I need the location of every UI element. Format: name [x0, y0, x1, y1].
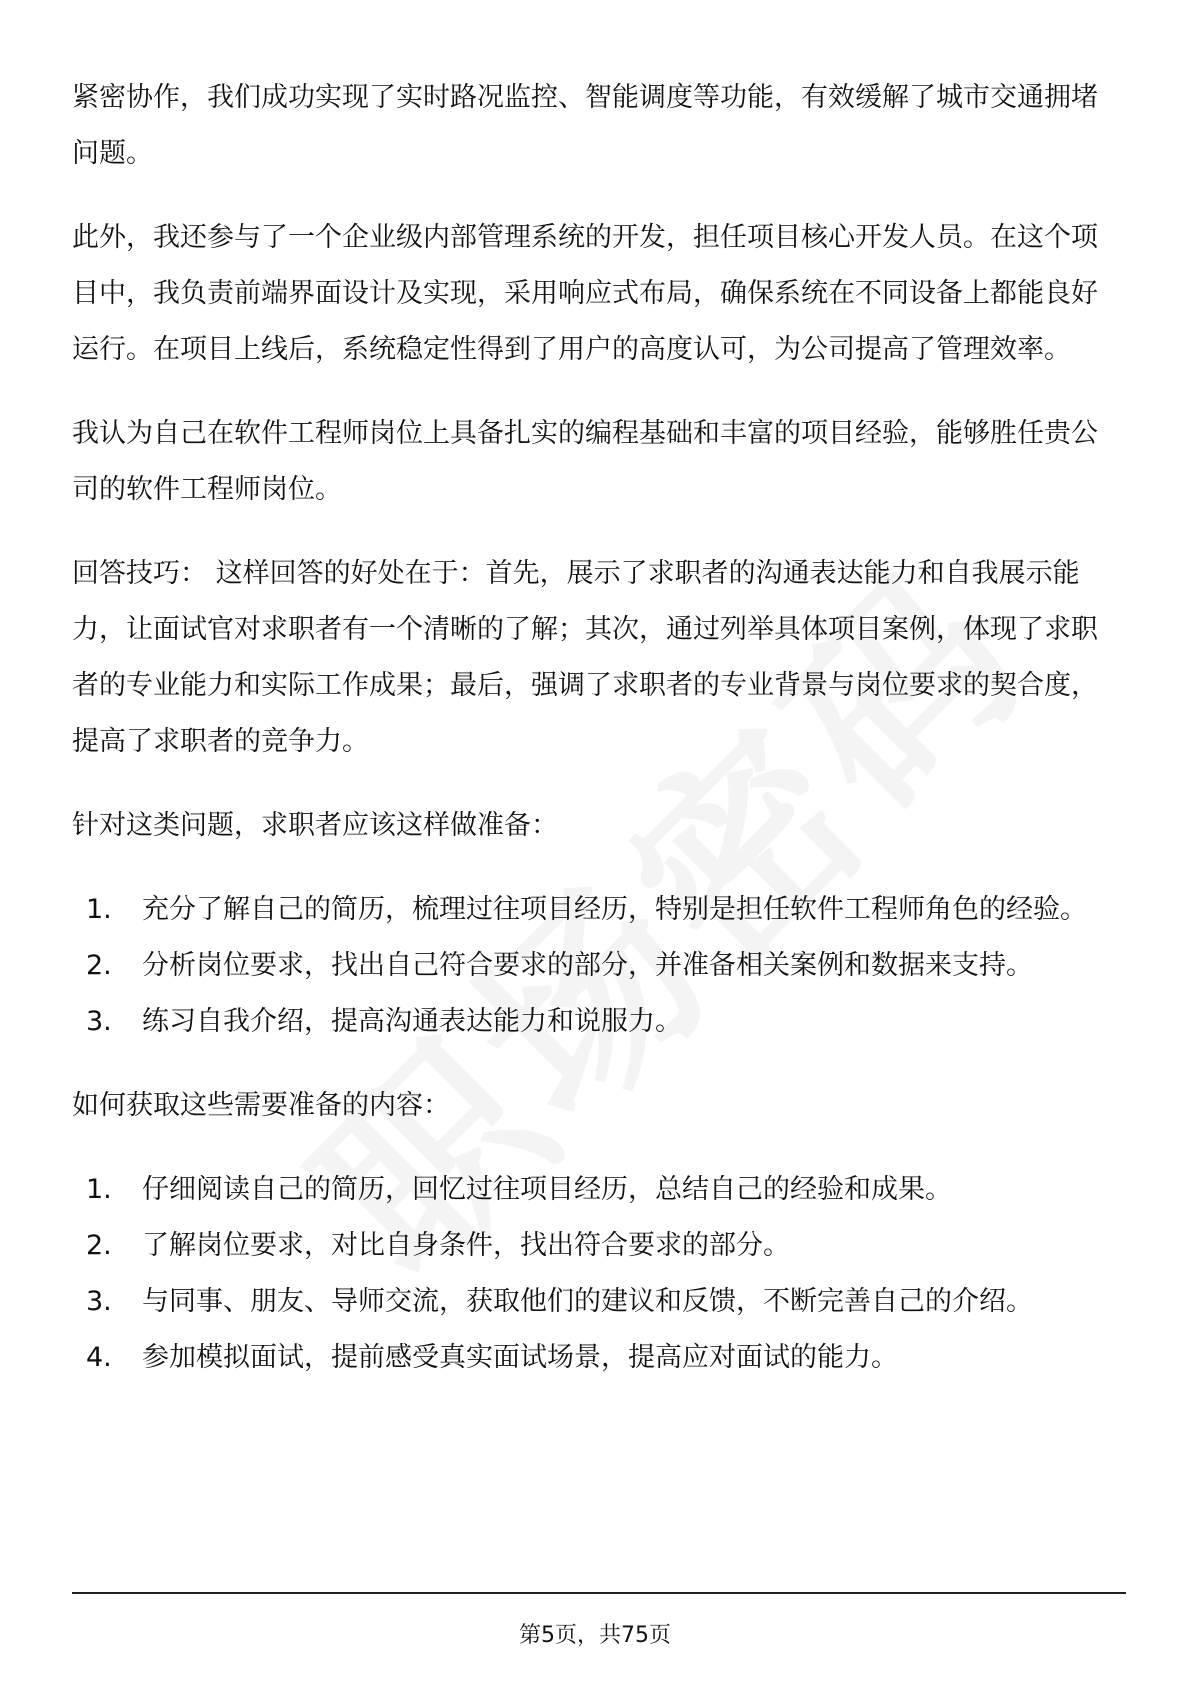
paragraph: 紧密协作，我们成功实现了实时路况监控、智能调度等功能，有效缓解了城市交通拥堵问题。: [72, 82, 1098, 169]
prep-heading: 针对这类问题，求职者应该这样做准备：: [72, 810, 558, 841]
list-number: 4.: [86, 1342, 112, 1373]
list-text: 充分了解自己的简历，梳理过往项目经历，特别是担任软件工程师角色的经验。: [142, 894, 1087, 925]
list-item: [72, 1274, 1122, 1330]
list-number: 2.: [86, 1230, 112, 1261]
list-number: 1.: [86, 1174, 112, 1205]
list-number: 3.: [86, 1006, 112, 1037]
list-text: 了解岗位要求，对比自身条件，找出符合要求的部分。: [142, 1230, 790, 1261]
list-item: [72, 1330, 1122, 1386]
list-item: [72, 1162, 1122, 1218]
footer-divider: [72, 1592, 1126, 1594]
how-list: [72, 1162, 1122, 1386]
list-text: 与同事、朋友、导师交流，获取他们的建议和反馈，不断完善自己的介绍。: [142, 1286, 1033, 1317]
list-item: [72, 882, 1122, 938]
list-text: 仔细阅读自己的简历，回忆过往项目经历，总结自己的经验和成果。: [142, 1174, 952, 1205]
list-number: 2.: [86, 950, 112, 981]
paragraph: 我认为自己在软件工程师岗位上具备扎实的编程基础和丰富的项目经验，能够胜任贵公司的软件工程师岗位。: [72, 418, 1098, 505]
list-text: 参加模拟面试，提前感受真实面试场景，提高应对面试的能力。: [142, 1342, 898, 1373]
list-text: 练习自我介绍，提高沟通表达能力和说服力。: [142, 1006, 682, 1037]
paragraph: 此外，我还参与了一个企业级内部管理系统的开发，担任项目核心开发人员。在这个项目中，我负责前端界面设计及实现，采用响应式布局，确保系统在不同设备上都能良好运行。在项目上线后，系统稳定性得到了用户的高度认可，为公司提高了管理效率。: [72, 222, 1098, 365]
how-heading: 如何获取这些需要准备的内容：: [72, 1090, 450, 1121]
answer-tips-paragraph: 回答技巧： 这样回答的好处在于：首先，展示了求职者的沟通表达能力和自我展示能力，让面试官对求职者有一个清晰的了解；其次，通过列举具体项目案例，体现了求职者的专业能力和实际工作成果；最后，强调了求职者的专业背景与岗位要求的契合度，提高了求职者的竞争力。: [72, 558, 1098, 757]
list-item: [72, 994, 1122, 1050]
page-number: 第5页，共75页: [519, 1623, 671, 1648]
list-item: [72, 1218, 1122, 1274]
list-text: 分析岗位要求，找出自己符合要求的部分，并准备相关案例和数据来支持。: [142, 950, 1033, 981]
list-number: 3.: [86, 1286, 112, 1317]
list-item: [72, 938, 1122, 994]
list-number: 1.: [86, 894, 112, 925]
prep-list: [72, 882, 1122, 1050]
document-body: [72, 70, 1122, 1414]
